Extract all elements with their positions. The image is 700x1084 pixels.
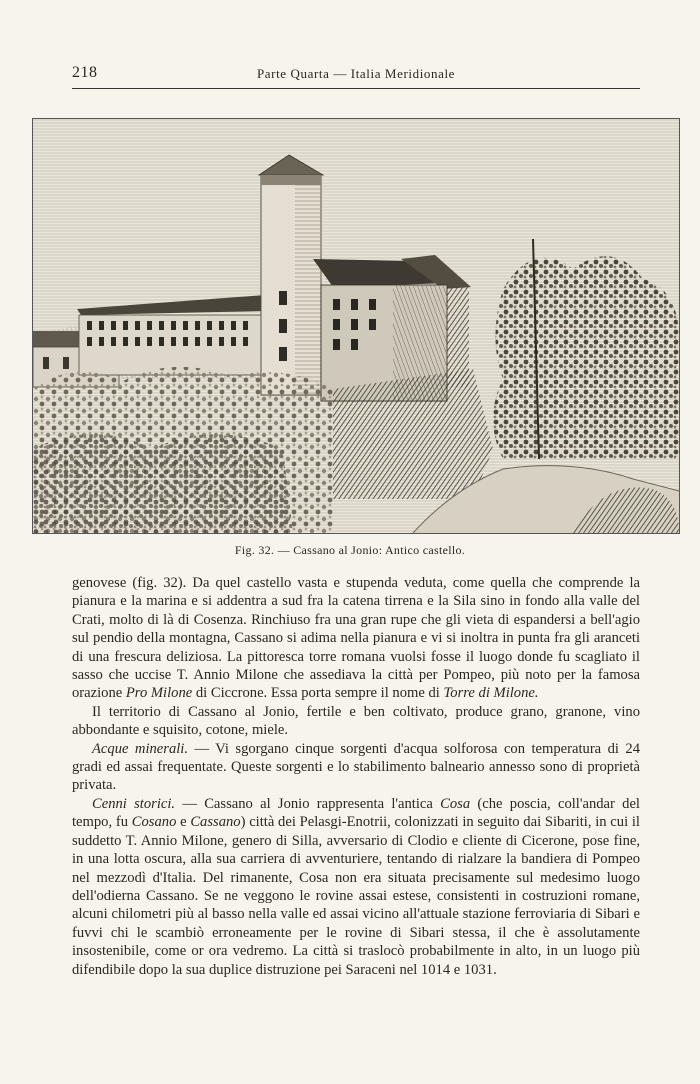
- text-run: e: [176, 814, 191, 831]
- page-number: 218: [72, 64, 98, 81]
- tower: [259, 155, 323, 395]
- engraving-illustration: [33, 119, 679, 533]
- paragraph: [72, 703, 640, 740]
- text-run-italic: Cosa: [440, 795, 471, 812]
- text-run-italic: Cenni storici.: [92, 795, 176, 812]
- text-run-italic: Torre di Milone.: [443, 685, 539, 702]
- running-header: [72, 62, 640, 89]
- foreground-dark-shrubs: [33, 434, 293, 533]
- text-run-italic: Cosano: [131, 814, 177, 831]
- text-run-italic: Acque minerali.: [92, 740, 189, 757]
- cliff: [333, 369, 493, 499]
- text-run: genovese (fig. 32). Da quel castello vasta e stupenda veduta, come quella che comprende la pianura e la marina e si addentra a sud fra la catena tirrena e la Sila sino in fondo alla valle del Crati, molto di là di Cosenza. Rinchiuso fra una gran rupe che gli vieta di espandersi a bell'agio sul pendio della montagna, Cassano si adima nella pianura e vi si inoltra in punta fra gli aranceti di una frescura deliziosa. La pittoresca torre romana vuolsi fosse il luogo donde fu scagliato il sasso che uccise T. Annio Milone che assediava la città per Pompeo, più noto per la famosa orazione: [72, 575, 640, 702]
- engraving-cassano-castle: [32, 118, 680, 534]
- paragraph: [72, 574, 640, 703]
- text-run: (che poscia, coll'andar del tempo, fu: [72, 795, 640, 831]
- text-run-italic: Cassano: [190, 814, 241, 831]
- text-run: — Vi sgorgano cinque sorgenti d'acqua solforosa con temperatura di 24 gradi ed assai frequentate. Queste sorgenti e lo stabilimento balneario annesso sono di proprietà privata.: [72, 740, 640, 794]
- text-run: di Ciccrone. Essa porta sempre il nome di: [192, 685, 444, 702]
- figure-caption: Fig. 32. — Cassano al Jonio: Antico castello.: [234, 543, 466, 557]
- text-run: Il territorio di Cassano al Jonio, fertile e ben coltivato, produce grano, granone, vino abbondante e squisito, cotone, miele.: [72, 703, 640, 739]
- right-trees: [493, 256, 679, 459]
- long-palace: [77, 295, 265, 375]
- running-title: Parte Quarta — Italia Meridionale: [256, 66, 456, 81]
- paragraph: [72, 740, 640, 795]
- text-run-italic: Pro Milone: [125, 685, 193, 702]
- paragraph: [72, 795, 640, 979]
- text-run: ) città dei Pelasgi-Enotrii, colonizzati in seguito dai Sibariti, in cui il suddetto T. Annio Milone, genero di Silla, avversario di Clodio e cliente di Cicerone, pose fine, in una lotta oscura, alla sua carriera di avventuriere, tentando di rialzare la bandiera di Pompeo nel mezzodì d'Italia. Del rimanente, Cosa non era situata precisamente sul medesimo luogo dell'odierna Cassano. Se ne veggono le rovine assai estese, consistenti in costruzioni romane, alcuni chilometri più al basso nella valle ed assai vicino all'attuale stazione ferroviaria di Sibari e fuvvi chi le scambiò erroneamente per le rovine di Sibari stessa, il che è assolutamente insostenibile, come or ora vedremo. La città si traslocò probabilmente in alto, in un luogo più difendibile dopo la sua duplice distruzione pei Saraceni nel 1014 e 1031.: [72, 814, 640, 978]
- text-run: — Cassano al Jonio rappresenta l'antica: [175, 795, 441, 812]
- body-text: [72, 574, 640, 979]
